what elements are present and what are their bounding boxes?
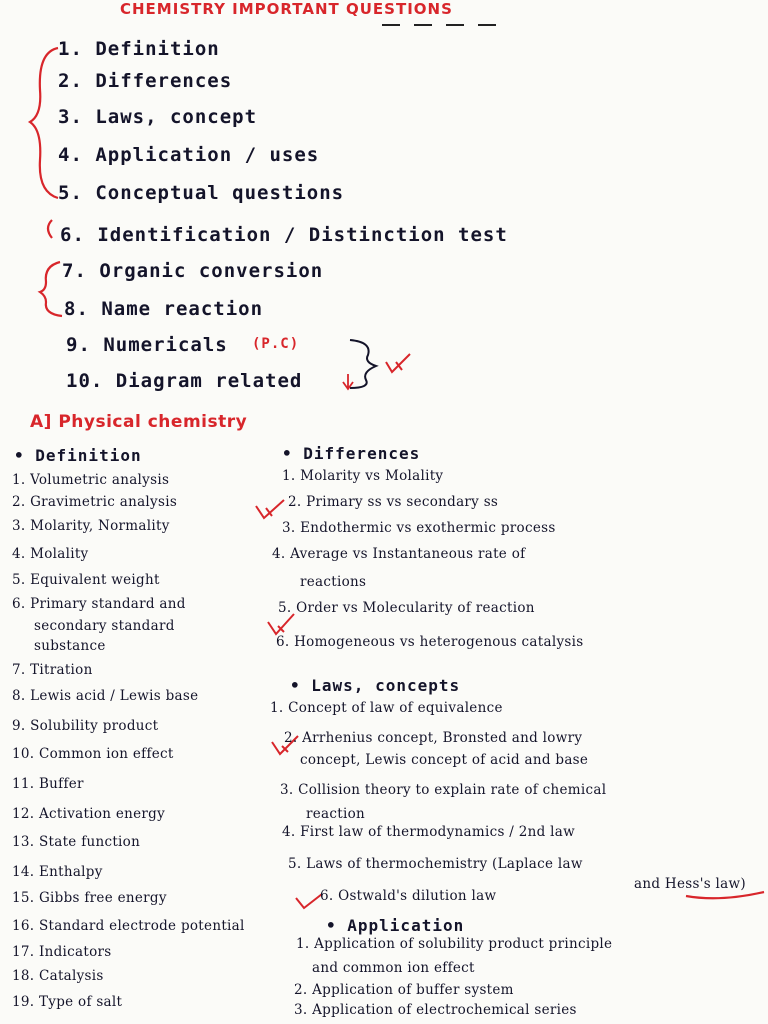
list-item: 6. Homogeneous vs heterogenous catalysis xyxy=(276,634,584,650)
column-heading: • Definition xyxy=(14,446,142,465)
list-item: 3. Endothermic vs exothermic process xyxy=(282,520,556,536)
list-item: 19. Type of salt xyxy=(12,994,123,1010)
underline-mark xyxy=(686,892,764,898)
list-item: 12. Activation energy xyxy=(12,806,166,822)
list-item: 5. Conceptual questions xyxy=(58,182,345,204)
brace-mark xyxy=(40,262,62,316)
list-item: 15. Gibbs free energy xyxy=(12,890,167,906)
list-item: substance xyxy=(34,638,106,654)
list-item: 5. Equivalent weight xyxy=(12,572,160,588)
list-item: and common ion effect xyxy=(312,960,475,976)
list-item: 18. Catalysis xyxy=(12,968,104,984)
list-item: 3. Application of electrochemical series xyxy=(294,1002,577,1018)
list-item: 4. Average vs Instantaneous rate of xyxy=(272,546,526,562)
brace-mark xyxy=(30,48,58,198)
list-item: 2. Differences xyxy=(58,70,233,92)
list-item: 6. Identification / Distinction test xyxy=(60,224,508,246)
list-item: 16. Standard electrode potential xyxy=(12,918,245,934)
section-heading: A] Physical chemistry xyxy=(30,412,248,432)
list-item: 2. Application of buffer system xyxy=(294,982,514,998)
arrow-mark xyxy=(343,374,353,389)
page-title: CHEMISTRY IMPORTANT QUESTIONS xyxy=(120,0,453,18)
column-heading: • Application xyxy=(326,916,465,935)
list-item: 3. Collision theory to explain rate of chemical xyxy=(280,782,607,798)
list-item: 6. Ostwald's dilution law xyxy=(320,888,497,904)
list-item: 5. Order vs Molecularity of reaction xyxy=(278,600,535,616)
list-item: 8. Name reaction xyxy=(64,298,264,320)
list-item: 5. Laws of thermochemistry (Laplace law xyxy=(288,856,583,872)
list-item: 1. Definition xyxy=(58,38,220,60)
list-item: 2. Gravimetric analysis xyxy=(12,494,178,510)
list-item: 2. Primary ss vs secondary ss xyxy=(288,494,499,510)
list-item: 10. Diagram related xyxy=(66,370,303,392)
list-item: concept, Lewis concept of acid and base xyxy=(300,752,589,768)
list-item: 1. Application of solubility product principle xyxy=(296,936,613,952)
tick-mark xyxy=(256,500,284,518)
list-item: 4. Molality xyxy=(12,546,89,562)
pc-note: (P.C) xyxy=(252,336,300,352)
list-item: 8. Lewis acid / Lewis base xyxy=(12,688,199,704)
list-item: 7. Titration xyxy=(12,662,93,678)
list-item: secondary standard xyxy=(34,618,175,634)
list-item: 6. Primary standard and xyxy=(12,596,186,612)
list-item: 17. Indicators xyxy=(12,944,112,960)
list-item: 14. Enthalpy xyxy=(12,864,103,880)
list-item: 4. First law of thermodynamics / 2nd law xyxy=(282,824,575,840)
list-item: 11. Buffer xyxy=(12,776,84,792)
list-item: 13. State function xyxy=(12,834,141,850)
list-item: 9. Numericals xyxy=(66,334,228,356)
tick-mark xyxy=(386,354,410,372)
list-item: 9. Solubility product xyxy=(12,718,159,734)
list-item: 3. Laws, concept xyxy=(58,106,258,128)
column-heading: • Differences xyxy=(282,444,421,463)
tick-mark xyxy=(296,894,322,908)
list-item: 3. Molarity, Normality xyxy=(12,518,170,534)
brace-mark xyxy=(350,340,376,388)
list-item: 2. Arrhenius concept, Bronsted and lowry xyxy=(284,730,583,746)
column-heading: • Laws, concepts xyxy=(290,676,461,695)
brace-mark xyxy=(48,220,52,238)
list-item: 4. Application / uses xyxy=(58,144,320,166)
list-item: and Hess's law) xyxy=(634,876,746,892)
list-item: 7. Organic conversion xyxy=(62,260,324,282)
list-item: 1. Molarity vs Molality xyxy=(282,468,444,484)
list-item: reactions xyxy=(300,574,367,590)
list-item: 1. Volumetric analysis xyxy=(12,472,170,488)
tick-mark xyxy=(268,614,294,634)
list-item: 10. Common ion effect xyxy=(12,746,174,762)
list-item: reaction xyxy=(306,806,366,822)
list-item: 1. Concept of law of equivalence xyxy=(270,700,503,716)
